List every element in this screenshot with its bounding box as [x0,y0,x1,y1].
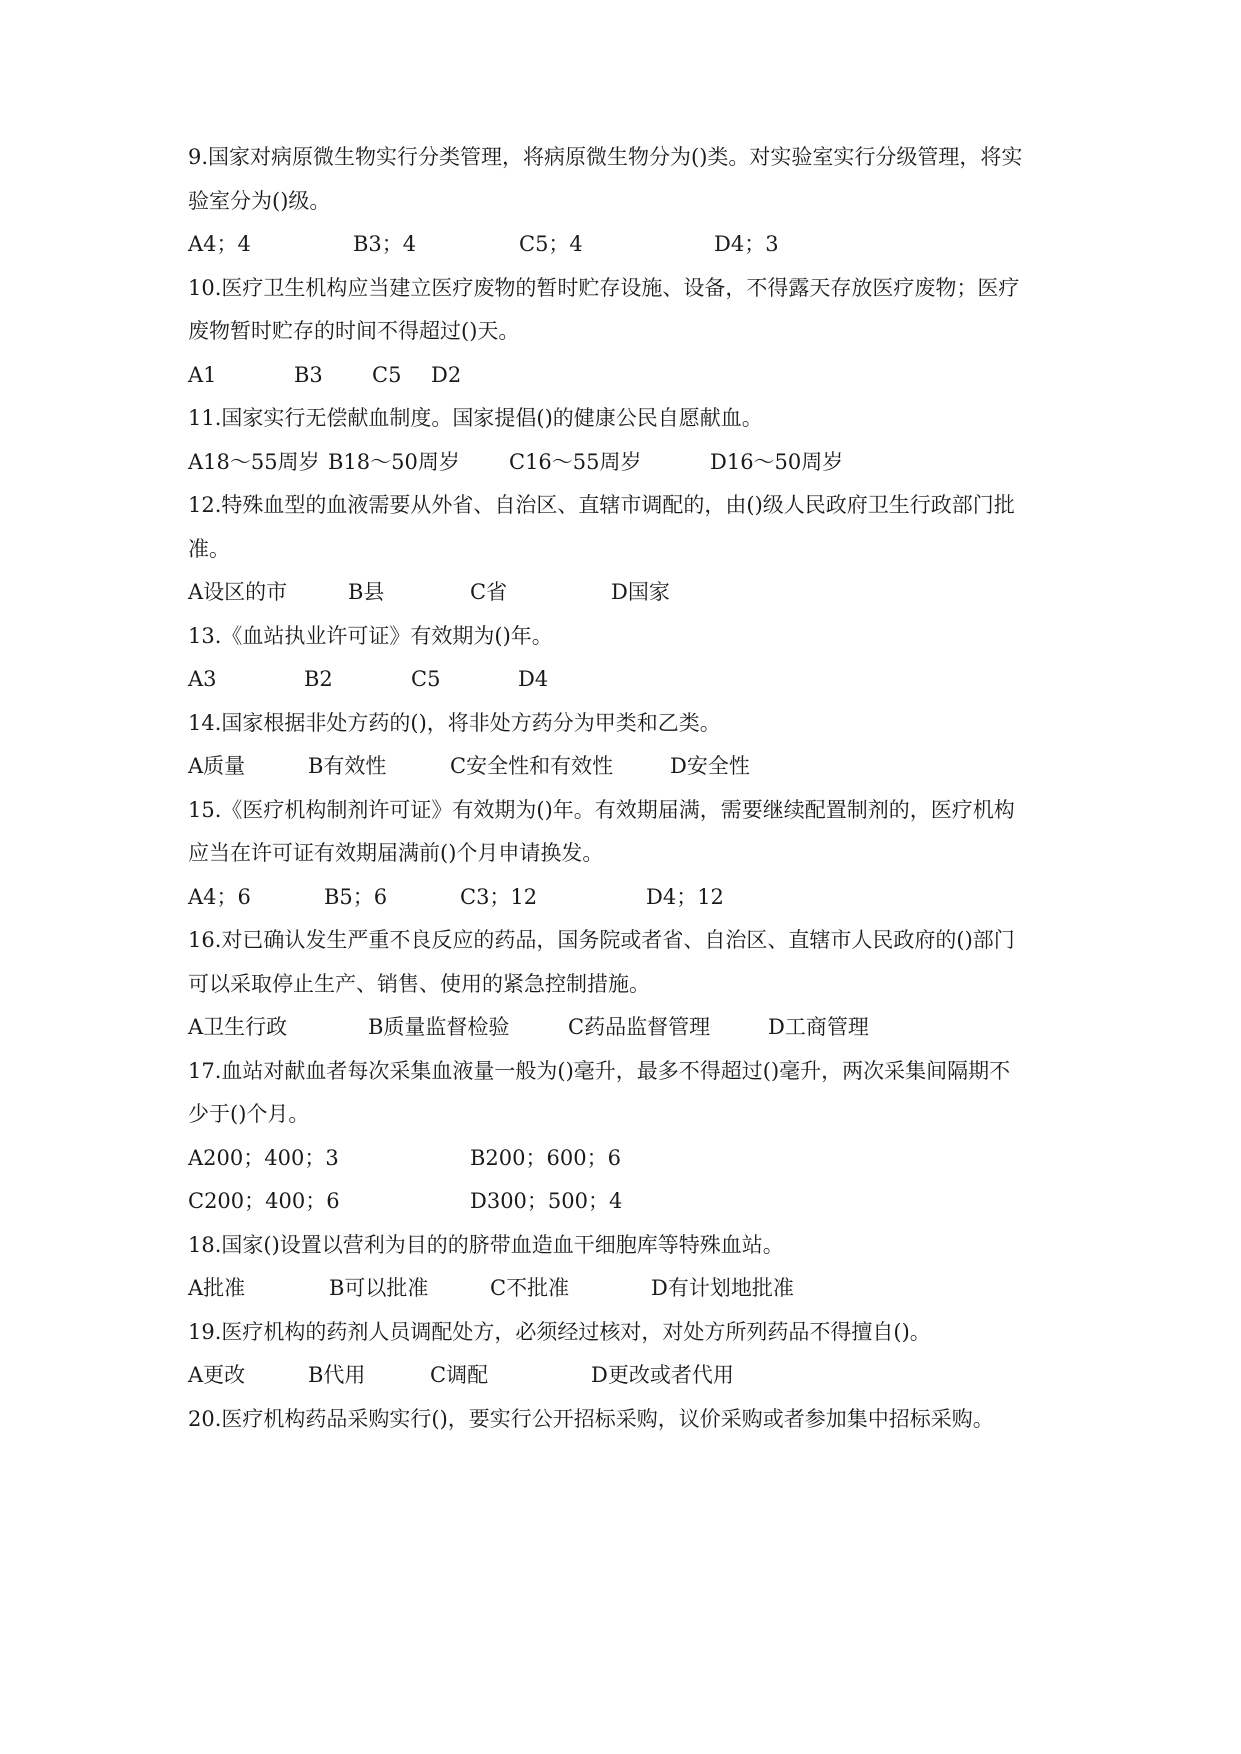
option-b: B3；4 [353,232,417,256]
option-b: B200；600；6 [470,1146,621,1170]
option-c: C200；400；6 [188,1189,340,1213]
question-14-options [188,752,1068,780]
option-d: D有计划地批准 [651,1276,794,1300]
option-b: B代用 [308,1363,366,1387]
option-a: A18～55周岁 [188,450,320,474]
option-a: A1 [188,363,217,387]
question-18-text: 18.国家()设置以营利为目的的脐带血造血干细胞库等特殊血站。 [188,1233,784,1257]
option-a: A批准 [188,1276,246,1300]
question-12-text: 准。 [188,537,230,561]
question-16-text: 16.对已确认发生严重不良反应的药品，国务院或者省、自治区、直辖市人民政府的()部门 [188,928,1015,952]
option-d: D工商管理 [768,1015,869,1039]
option-a: A卫生行政 [188,1015,288,1039]
option-d: D国家 [611,580,670,604]
option-c: C5 [411,667,441,691]
option-b: B5；6 [324,885,388,909]
option-a: A质量 [188,754,246,778]
option-d: D4；3 [714,232,779,256]
question-14-text: 14.国家根据非处方药的()，将非处方药分为甲类和乙类。 [188,711,721,735]
option-b: B有效性 [308,754,387,778]
option-a: A200；400；3 [188,1146,339,1170]
option-a: A更改 [188,1363,246,1387]
question-9-options [188,230,1068,258]
option-d: D4；12 [646,885,724,909]
question-12-options [188,578,1068,606]
question-10-options [188,361,1068,389]
question-17-options [188,1144,1068,1172]
question-19-options [188,1361,1068,1389]
option-a: A4；4 [188,232,251,256]
question-15-text: 应当在许可证有效期届满前()个月申请换发。 [188,841,604,865]
option-c: C安全性和有效性 [450,754,614,778]
option-c: C药品监督管理 [568,1015,711,1039]
question-13-text: 13.《血站执业许可证》有效期为()年。 [188,624,553,648]
question-11-text: 11.国家实行无偿献血制度。国家提倡()的健康公民自愿献血。 [188,406,763,430]
option-d: D300；500；4 [470,1189,623,1213]
question-17-text: 少于()个月。 [188,1102,310,1126]
option-d: D2 [431,363,462,387]
option-c: C5 [372,363,402,387]
question-17-text: 17.血站对献血者每次采集血液量一般为()毫升，最多不得超过()毫升，两次采集间隔期不 [188,1059,1011,1083]
option-d: D4 [518,667,549,691]
option-b: B质量监督检验 [368,1015,510,1039]
option-a: A3 [188,667,217,691]
option-c: C不批准 [490,1276,570,1300]
question-18-options [188,1274,1068,1302]
option-c: C5；4 [519,232,583,256]
question-13-options [188,665,1068,693]
option-d: D更改或者代用 [591,1363,734,1387]
question-17-options [188,1187,1068,1215]
option-c: C省 [470,580,508,604]
question-10-text: 10.医疗卫生机构应当建立医疗废物的暂时贮存设施、设备，不得露天存放医疗废物；医疗 [188,276,1020,300]
option-b: B18～50周岁 [328,450,460,474]
question-15-options [188,883,1068,911]
question-9-text: 验室分为()级。 [188,189,331,213]
question-16-options [188,1013,1068,1041]
option-d: D16～50周岁 [710,450,844,474]
option-b: B县 [348,580,385,604]
question-12-text: 12.特殊血型的血液需要从外省、自治区、直辖市调配的，由()级人民政府卫生行政部门批 [188,493,1015,517]
question-19-text: 19.医疗机构的药剂人员调配处方，必须经过核对，对处方所列药品不得擅自()。 [188,1320,931,1344]
option-c: C3；12 [460,885,538,909]
option-c: C16～55周岁 [509,450,642,474]
option-d: D安全性 [670,754,750,778]
option-b: B2 [304,667,333,691]
option-b: B可以批准 [329,1276,429,1300]
option-b: B3 [294,363,323,387]
question-16-text: 可以采取停止生产、销售、使用的紧急控制措施。 [188,972,650,996]
option-c: C调配 [430,1363,489,1387]
question-20-text: 20.医疗机构药品采购实行()，要实行公开招标采购，议价采购或者参加集中招标采购。 [188,1407,994,1431]
option-a: A设区的市 [188,580,288,604]
option-a: A4；6 [188,885,251,909]
question-11-options [188,448,1068,476]
question-10-text: 废物暂时贮存的时间不得超过()天。 [188,319,520,343]
question-9-text: 9.国家对病原微生物实行分类管理，将病原微生物分为()类。对实验室实行分级管理，将实 [188,145,1023,169]
question-15-text: 15.《医疗机构制剂许可证》有效期为()年。有效期届满，需要继续配置制剂的，医疗机构 [188,798,1015,822]
